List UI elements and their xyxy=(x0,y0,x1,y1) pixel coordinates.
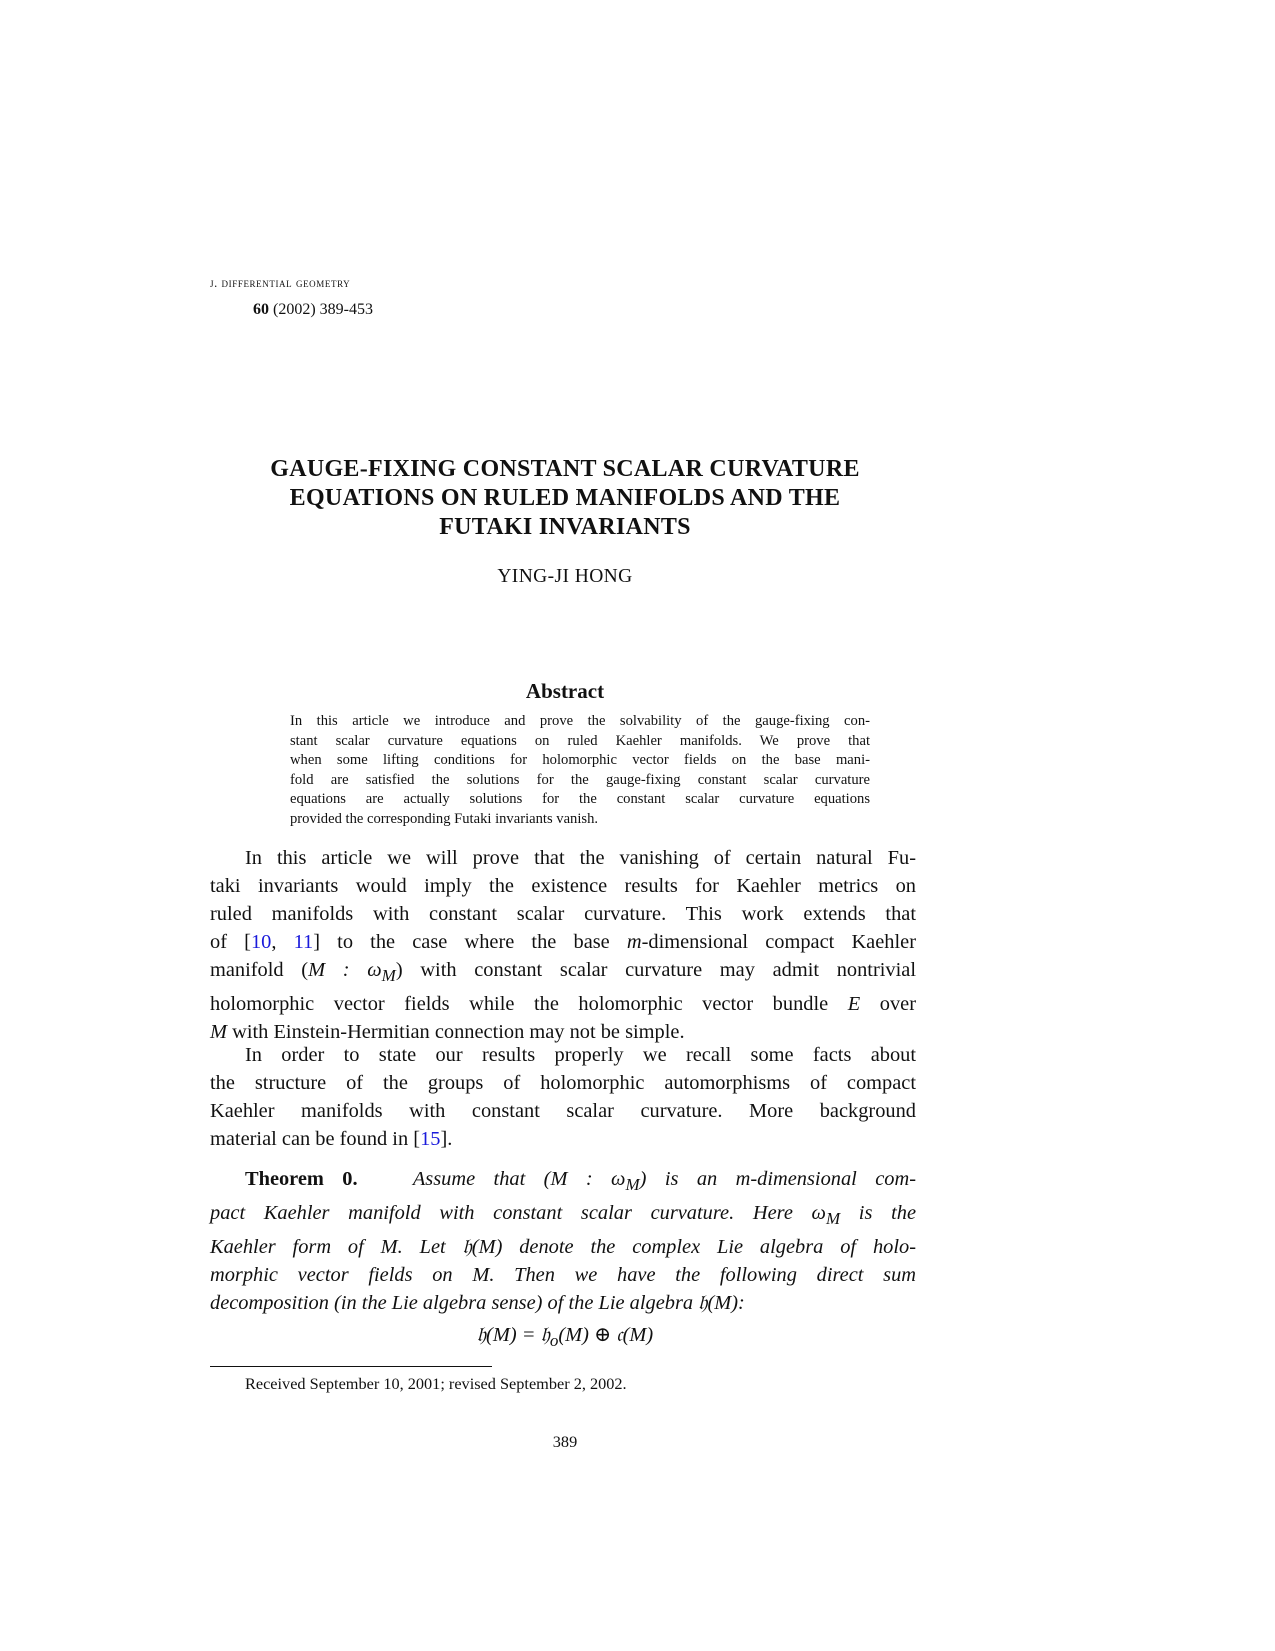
citation-link-10[interactable]: 10 xyxy=(250,931,272,953)
text-line: holomorphic vector fields while the holomorphic vector bundle E over xyxy=(210,993,916,1016)
abstract-heading: Abstract xyxy=(525,679,605,703)
text-line: In order to state our results properly we recall some facts about xyxy=(245,1044,916,1066)
title-line: FUTAKI INVARIANTS xyxy=(439,514,691,540)
citation-link-15[interactable]: 15 xyxy=(420,1128,441,1150)
year-pages: (2002) 389-453 xyxy=(273,301,373,318)
text-line: material can be found in [15]. xyxy=(210,1128,453,1150)
abstract-line: stant scalar curvature equations on ruled Kaehler manifolds. We prove that xyxy=(290,732,870,749)
text-line: Kaehler form of M. Let 𝔥(M) denote the complex Lie algebra of holo- xyxy=(210,1236,916,1259)
text-line: morphic vector fields on M. Then we have the following direct sum xyxy=(210,1264,916,1287)
text-line: taki invariants would imply the existence results for Kaehler metrics on xyxy=(210,875,916,897)
text-line: In this article we will prove that the vanishing of certain natural Fu- xyxy=(245,847,916,869)
text-line: the structure of the groups of holomorphic automorphisms of compact xyxy=(210,1072,916,1094)
text-line: decomposition (in the Lie algebra sense) of the Lie algebra 𝔥(M): xyxy=(210,1292,745,1315)
abstract-line: equations are actually solutions for the constant scalar curvature equations xyxy=(290,791,870,808)
theorem-heading: Theorem 0. xyxy=(245,1168,358,1190)
abstract-line: when some lifting conditions for holomorphic vector fields on the base mani- xyxy=(290,752,870,769)
abstract-line: In this article we introduce and prove the solvability of the gauge-fixing con- xyxy=(290,713,870,729)
volume-number: 60 xyxy=(253,301,269,318)
title-line: GAUGE-FIXING CONSTANT SCALAR CURVATURE xyxy=(270,456,860,482)
text-line: Theorem 0. Assume that (M : $\omega_M$) is an m-dimensional com- xyxy=(245,1168,917,1195)
title-line: EQUATIONS ON RULED MANIFOLDS AND THE xyxy=(289,485,841,511)
journal-volume xyxy=(253,301,373,319)
citation-link-11[interactable]: 11 xyxy=(293,931,314,953)
abstract-line: fold are satisfied the solutions for the gauge-fixing constant scalar curvature xyxy=(290,771,870,788)
page-number: 389 xyxy=(552,1432,578,1451)
text-line: Kaehler manifolds with constant scalar curvature. More background xyxy=(210,1100,916,1122)
journal-name: j. differential geometry xyxy=(210,276,351,290)
abstract-line: provided the corresponding Futaki invariants vanish. xyxy=(290,810,599,827)
display-equation: 𝔥(M) = 𝔥$_o$(M) ⊕ 𝔠(M) xyxy=(476,1324,654,1351)
text-line: manifold (M : $\omega_M$) with constant scalar curvature may admit nontrivial xyxy=(210,959,917,986)
intro-paragraph xyxy=(210,844,916,1046)
text-line: M with Einstein-Hermitian connection may not be simple. xyxy=(210,1021,685,1044)
text-line: of [10, 11] to the case where the base m-dimensional compact Kaehler xyxy=(210,931,916,953)
theorem-block xyxy=(210,1165,916,1317)
paper-title xyxy=(200,455,930,542)
abstract-text xyxy=(290,712,870,830)
text-line: pact Kaehler manifold with constant scalar curvature. Here $\omega_M$ is the xyxy=(210,1202,916,1229)
text-line: ruled manifolds with constant scalar curvature. This work extends that xyxy=(210,903,916,925)
footnote: Received September 10, 2001; revised September 2, 2002. xyxy=(245,1374,627,1393)
background-paragraph xyxy=(210,1041,916,1153)
footnote-rule xyxy=(210,1366,492,1367)
author: YING-JI HONG xyxy=(497,566,633,587)
